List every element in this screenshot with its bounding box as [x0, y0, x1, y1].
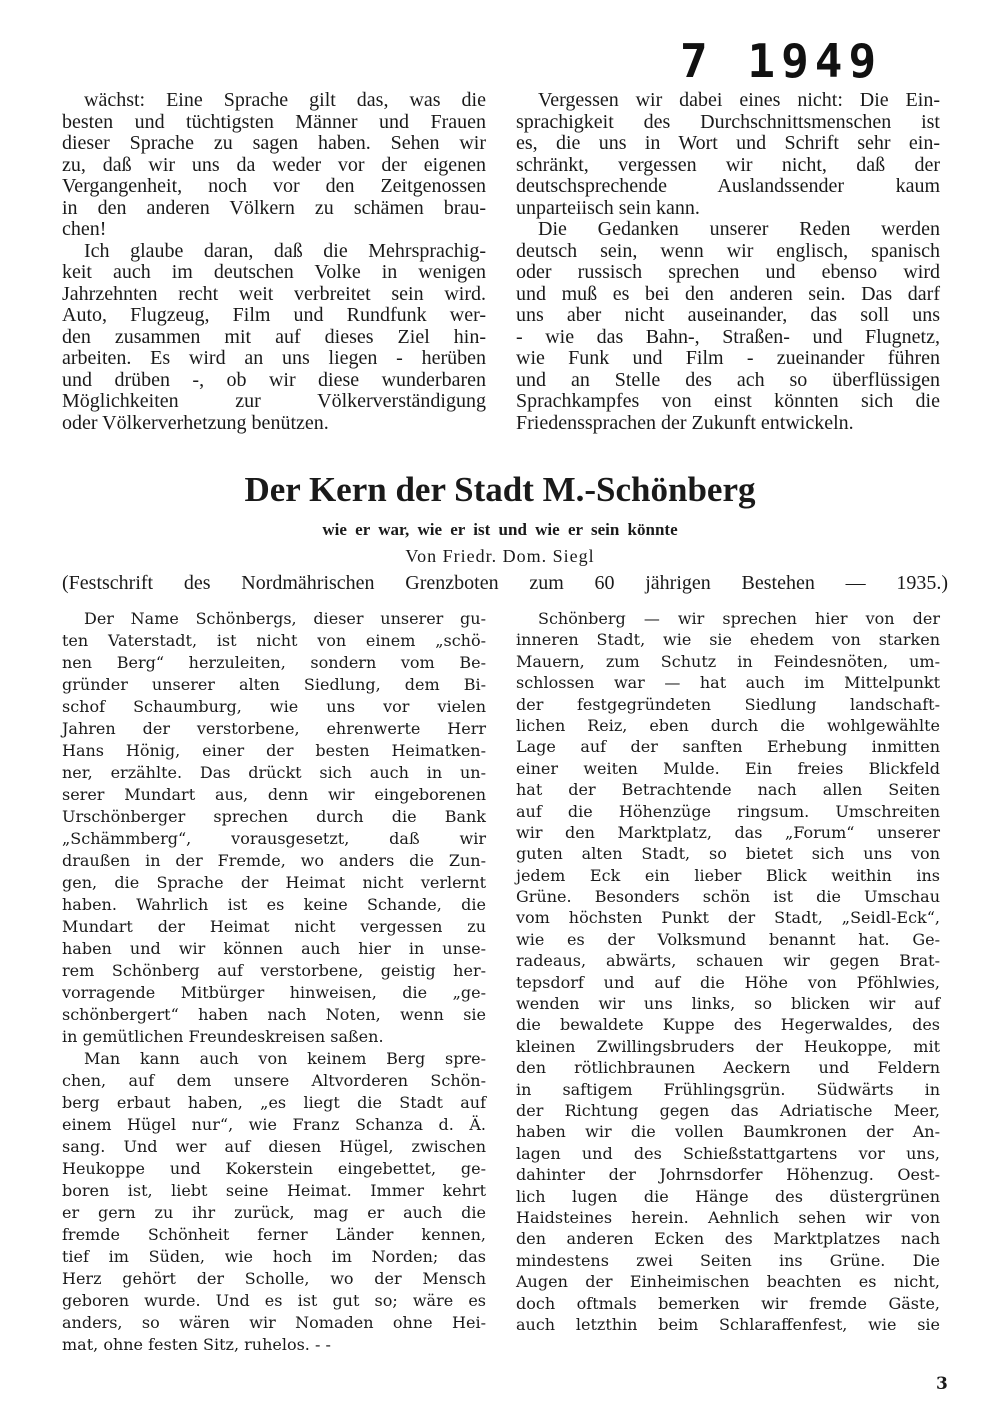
text-line: guten alten Stadt, so bietet sich uns von: [516, 844, 940, 864]
paragraph: [62, 608, 486, 1048]
text-line: auch letzthin beim Schlaraffenfest, wie sie: [516, 1314, 940, 1334]
paragraph: [62, 1048, 486, 1356]
top-left-column: [62, 90, 486, 434]
text-line: Auto, Flugzeug, Film und Rundfunk wer-: [62, 304, 486, 326]
text-line: wie Funk und Film - zueinander führen: [516, 347, 940, 369]
text-line: oder Völkerverhetzung benützen.: [62, 411, 329, 434]
text-line: einem Hügel nur“, wie Franz Schanza d. Ä.: [62, 1115, 486, 1134]
text-line: chen!: [62, 218, 107, 240]
text-line: wie es der Volksmund benannt hat. Ge-: [516, 929, 940, 949]
text-line: Haidsteines herein. Aehnlich sehen wir von: [516, 1207, 940, 1227]
text-line: deutschsprechende Auslandssender kaum: [516, 175, 940, 197]
paragraph: [62, 241, 486, 435]
text-line: wenden wir uns links, so blicken wir auf: [516, 994, 940, 1014]
text-line: geboren wurde. Und es ist gut so; wäre es: [62, 1291, 486, 1310]
text-line: berg erbaut haben, „es liegt die Stadt auf: [62, 1093, 486, 1112]
date-stamp: 7 1949: [680, 34, 883, 88]
text-line: „Schämmberg“, vorausgesetzt, daß wir: [62, 829, 486, 848]
text-line: den anderen Ecken des Marktplatzes nach: [516, 1229, 940, 1249]
text-line: unparteiisch sein kann.: [516, 196, 700, 219]
text-line: serer Mundart aus, denn wir eingeborenen: [62, 785, 486, 804]
text-line: Hans Hönig, einer der besten Heimatken-: [62, 741, 486, 760]
text-line: Augen der Einheimischen beachten es nicht,: [516, 1272, 940, 1292]
text-line: Sprachkampfes von einst könnten sich die: [516, 390, 940, 412]
text-line: Heukoppe und Kokerstein eingebettet, ge-: [62, 1159, 486, 1178]
text-line: Möglichkeiten zur Völkerverständigung: [62, 390, 486, 412]
text-line: Urschönberger sprechen durch die Bank: [62, 807, 486, 826]
text-line: Mauern, zum Schutz in Feindesnöten, um-: [516, 651, 940, 671]
text-line: haben und wir können auch hier in unse-: [62, 939, 486, 958]
text-line: dieser Sprache zu sagen haben. Sehen wir: [62, 132, 486, 154]
text-line: und muß es bei den anderen sein. Das darf: [516, 282, 940, 305]
article-subtitle: wie er war, wie er ist und wie er sein könnte: [322, 520, 678, 539]
text-line: schof Schaumburg, wie uns vor vielen: [62, 697, 486, 716]
text-line: wächst: Eine Sprache gilt das, was die: [84, 89, 486, 111]
text-line: lagen und des Schießstattgartens vor uns,: [516, 1143, 940, 1163]
text-line: anders, so wären wir Nomaden ohne Hei-: [62, 1313, 486, 1332]
text-line: Schönberg — wir sprechen hier von der: [538, 609, 940, 628]
text-line: lich lugen die Hänge des düstergrünen: [516, 1186, 940, 1206]
text-line: Die Gedanken unserer Reden werden: [538, 218, 940, 240]
paragraph: [516, 608, 940, 1335]
text-line: wir den Marktplatz, das „Forum“ unserer: [516, 822, 940, 842]
text-line: sprachigkeit des Durchschnittsmenschen ist: [516, 110, 940, 133]
text-line: Jahrzehnten recht weit verbreitet sein wird.: [62, 282, 486, 305]
paragraph: [516, 219, 940, 434]
text-line: mindestens zwei Seiten ins Grüne. Die: [516, 1250, 940, 1270]
text-line: ten Vaterstadt, ist nicht von einem „schö-: [62, 631, 486, 650]
text-line: arbeiten. Es wird an uns liegen - herüben: [62, 347, 486, 369]
article-left-column: [62, 608, 486, 1356]
text-line: und drüben -, ob wir diese wunderbaren: [62, 368, 486, 391]
text-line: deutsch sein, wenn wir englisch, spanisch: [516, 239, 940, 262]
text-line: inneren Stadt, wie sie ehedem von starken: [516, 630, 940, 650]
text-line: besten und tüchtigsten Männer und Frauen: [62, 110, 486, 133]
text-line: Herz gehört der Scholle, wo der Mensch: [62, 1269, 486, 1288]
text-line: vorragende Mitbürger hinweisen, die „ge-: [62, 983, 486, 1002]
text-line: rem Schönberg auf verstorbene, geistig her-: [62, 961, 486, 980]
text-line: gründer unserer alten Siedlung, dem Bi-: [62, 675, 486, 694]
text-line: er gern zu ihr zurück, mag er auch die: [62, 1203, 486, 1222]
text-line: mat, ohne festen Sitz, ruhelos. - -: [62, 1335, 331, 1354]
text-line: - wie das Bahn-, Straßen- und Flugnetz,: [516, 325, 940, 348]
text-line: es, die uns in Wort und Schrift sehr ein-: [516, 132, 940, 154]
text-line: oder russisch sprechen und ebenso wird: [516, 261, 940, 283]
text-line: Mundart der Heimat nicht vergessen zu: [62, 917, 486, 936]
text-line: sang. Und wer auf diesen Hügel, zwischen: [62, 1137, 486, 1156]
text-line: boren ist, liebt seine Heimat. Immer kehrt: [62, 1181, 486, 1200]
text-line: jedem Eck ein lieber Blick weithin ins: [516, 865, 940, 885]
text-line: lichen Reiz, eben durch die wohlgewählte: [516, 715, 940, 735]
text-line: der Richtung gegen das Adriatische Meer,: [516, 1100, 940, 1120]
text-line: in gemütlichen Freundeskreisen saßen.: [62, 1027, 384, 1046]
text-line: Lage auf der sanften Erhebung inmitten: [516, 737, 940, 757]
text-line: den rötlichbraunen Aeckern und Feldern: [516, 1058, 940, 1078]
text-line: tief im Süden, wie hoch im Norden; das: [62, 1247, 486, 1266]
text-line: Ich glaube daran, daß die Mehrsprachig-: [84, 239, 486, 262]
text-line: keit auch im deutschen Volke in wenigen: [62, 261, 486, 283]
text-line: gen, die Sprache der Heimat nicht verlernt: [62, 873, 486, 892]
text-line: in den anderen Völkern zu schämen brau-: [62, 196, 486, 219]
text-line: haben. Wahrlich ist es keine Schande, die: [62, 895, 486, 914]
text-line: draußen in der Fremde, wo anders die Zun-: [62, 851, 486, 870]
text-line: Jahren der verstorbene, ehrenwerte Herr: [62, 719, 486, 738]
text-line: vom höchsten Punkt der Stadt, „Seidl-Eck“,: [516, 908, 940, 928]
text-line: die bewaldete Kuppe des Hegerwaldes, des: [516, 1015, 940, 1035]
text-line: Man kann auch von keinem Berg spre-: [84, 1049, 486, 1068]
text-line: Grüne. Besonders schön ist die Umschau: [516, 887, 940, 907]
text-line: und an Stelle des ach so überflüssigen: [516, 368, 940, 391]
text-line: doch oftmals bemerken wir fremde Gäste,: [516, 1293, 940, 1313]
paragraph: [516, 90, 940, 219]
text-line: Der Name Schönbergs, dieser unserer gu-: [84, 609, 486, 628]
text-line: kleinen Zwillingsbruders der Heukoppe, mit: [516, 1036, 940, 1056]
text-line: den zusammen mit auf dieses Ziel hin-: [62, 325, 486, 348]
text-line: hat der Betrachtende nach allen Seiten: [516, 780, 940, 800]
text-line: schönbergert“ haben nach Noten, wenn sie: [62, 1005, 486, 1024]
text-line: dahinter der Johrnsdorfer Höhenzug. Oest-: [516, 1165, 940, 1185]
text-line: chen, auf dem unsere Altvorderen Schön-: [62, 1071, 486, 1090]
article-right-column: [516, 608, 940, 1335]
page-number: 3: [936, 1374, 948, 1394]
text-line: schränkt, vergessen wir nicht, daß der: [516, 153, 940, 176]
text-line: einer weiten Mulde. Ein freies Blickfeld: [516, 758, 940, 778]
text-line: nen Berg“ herzuleiten, sondern vom Be-: [62, 653, 486, 672]
text-line: radeaus, abwärts, schauen wir gegen Brat-: [516, 951, 940, 971]
text-line: tepsdorf und auf die Höhe von Pföhlwies,: [516, 972, 940, 992]
text-line: in saftigem Frühlingsgrün. Südwärts in: [516, 1079, 940, 1099]
text-line: Vergangenheit, noch vor den Zeitgenossen: [62, 175, 486, 197]
article-author: Von Friedr. Dom. Siegl: [405, 546, 595, 566]
top-right-column: [516, 90, 940, 434]
text-line: schlossen war — hat auch im Mittelpunkt: [516, 673, 940, 693]
text-line: auf die Höhenzüge ringsum. Umschreiten: [516, 801, 940, 821]
text-line: fremde Schönheit ferner Länder kennen,: [62, 1225, 486, 1244]
article-title: Der Kern der Stadt M.-Schönberg: [244, 470, 756, 509]
text-line: Friedenssprachen der Zukunft entwickeln.: [516, 411, 854, 434]
text-line: zu, daß wir uns da weder vor der eigenen: [62, 153, 486, 176]
text-line: uns aber nicht auseinander, das soll uns: [516, 304, 940, 326]
text-line: Vergessen wir dabei eines nicht: Die Ein-: [538, 89, 940, 111]
text-line: haben wir die vollen Baumkronen der An-: [516, 1122, 940, 1142]
text-line: der festgegründeten Siedlung landschaft-: [516, 694, 940, 714]
article-source: (Festschrift des Nordmährischen Grenzboten zum 60 jährigen Bestehen — 1935.): [62, 572, 948, 594]
paragraph: [62, 90, 486, 241]
text-line: ner, erzählte. Das drückt sich auch in un-: [62, 763, 486, 782]
